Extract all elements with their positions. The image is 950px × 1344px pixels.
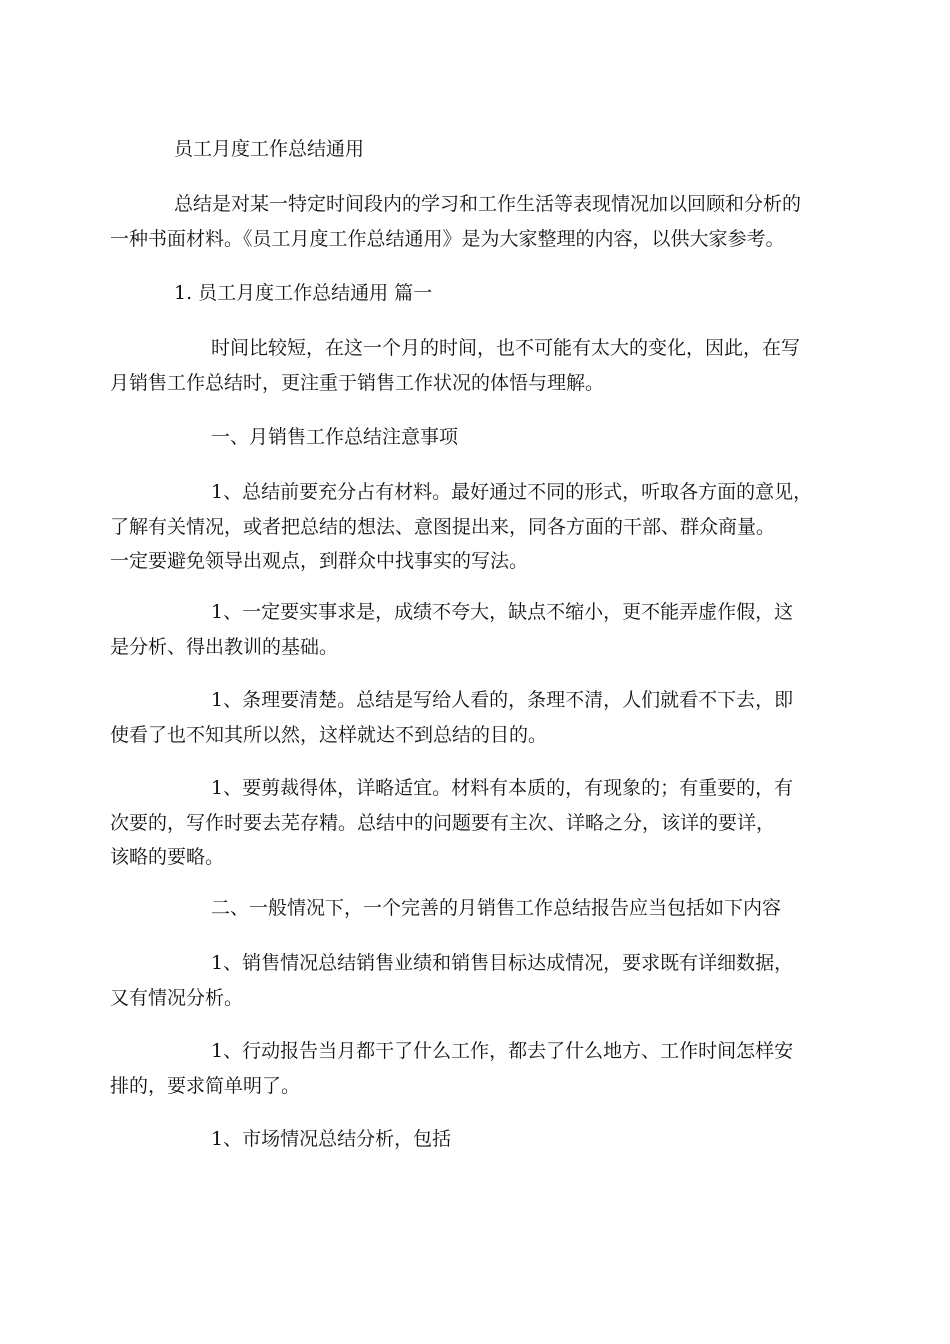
section-heading: 1. 员工月度工作总结通用 篇一	[174, 282, 433, 304]
doc-title: 员工月度工作总结通用	[174, 138, 365, 160]
paragraph-3: 1、一定要实事求是，成绩不夸大，缺点不缩小，更不能弄虚作假，这 是分析、得出教训的基础。	[110, 601, 794, 658]
paragraph-4: 1、条理要清楚。总结是写给人看的，条理不清，人们就看不下去，即 使看了也不知其所以然，这样就达不到总结的目的。	[110, 689, 794, 746]
heading-1: 一、月销售工作总结注意事项	[211, 426, 459, 448]
paragraph-2: 1、总结前要充分占有材料。最好通过不同的形式，听取各方面的意见， 了解有关情况，或者把总结的想法、意图提出来，同各方面的干部、群众商量。 一定要避免领导出观点，到群众中找事实的写法。	[110, 481, 813, 572]
paragraph-5: 1、要剪裁得体，详略适宜。材料有本质的，有现象的；有重要的，有 次要的，写作时要去芜存精。总结中的问题要有主次、详略之分，该详的要详， 该略的要略。	[110, 777, 794, 868]
intro-paragraph: 总结是对某一特定时间段内的学习和工作生活等表现情况加以回顾和分析的 一种书面材料。《员工月度工作总结通用》是为大家整理的内容，以供大家参考。	[110, 193, 802, 250]
paragraph-7: 1、行动报告当月都干了什么工作，都去了什么地方、工作时间怎样安 排的，要求简单明了。	[110, 1040, 794, 1097]
paragraph-6: 1、销售情况总结销售业绩和销售目标达成情况，要求既有详细数据， 又有情况分析。	[110, 952, 794, 1009]
heading-2: 二、一般情况下，一个完善的月销售工作总结报告应当包括如下内容	[211, 897, 782, 919]
paragraph-8: 1、市场情况总结分析，包括	[211, 1128, 452, 1150]
paragraph-1: 时间比较短，在这一个月的时间，也不可能有太大的变化，因此，在写 月销售工作总结时，更注重于销售工作状况的体悟与理解。	[110, 337, 801, 394]
